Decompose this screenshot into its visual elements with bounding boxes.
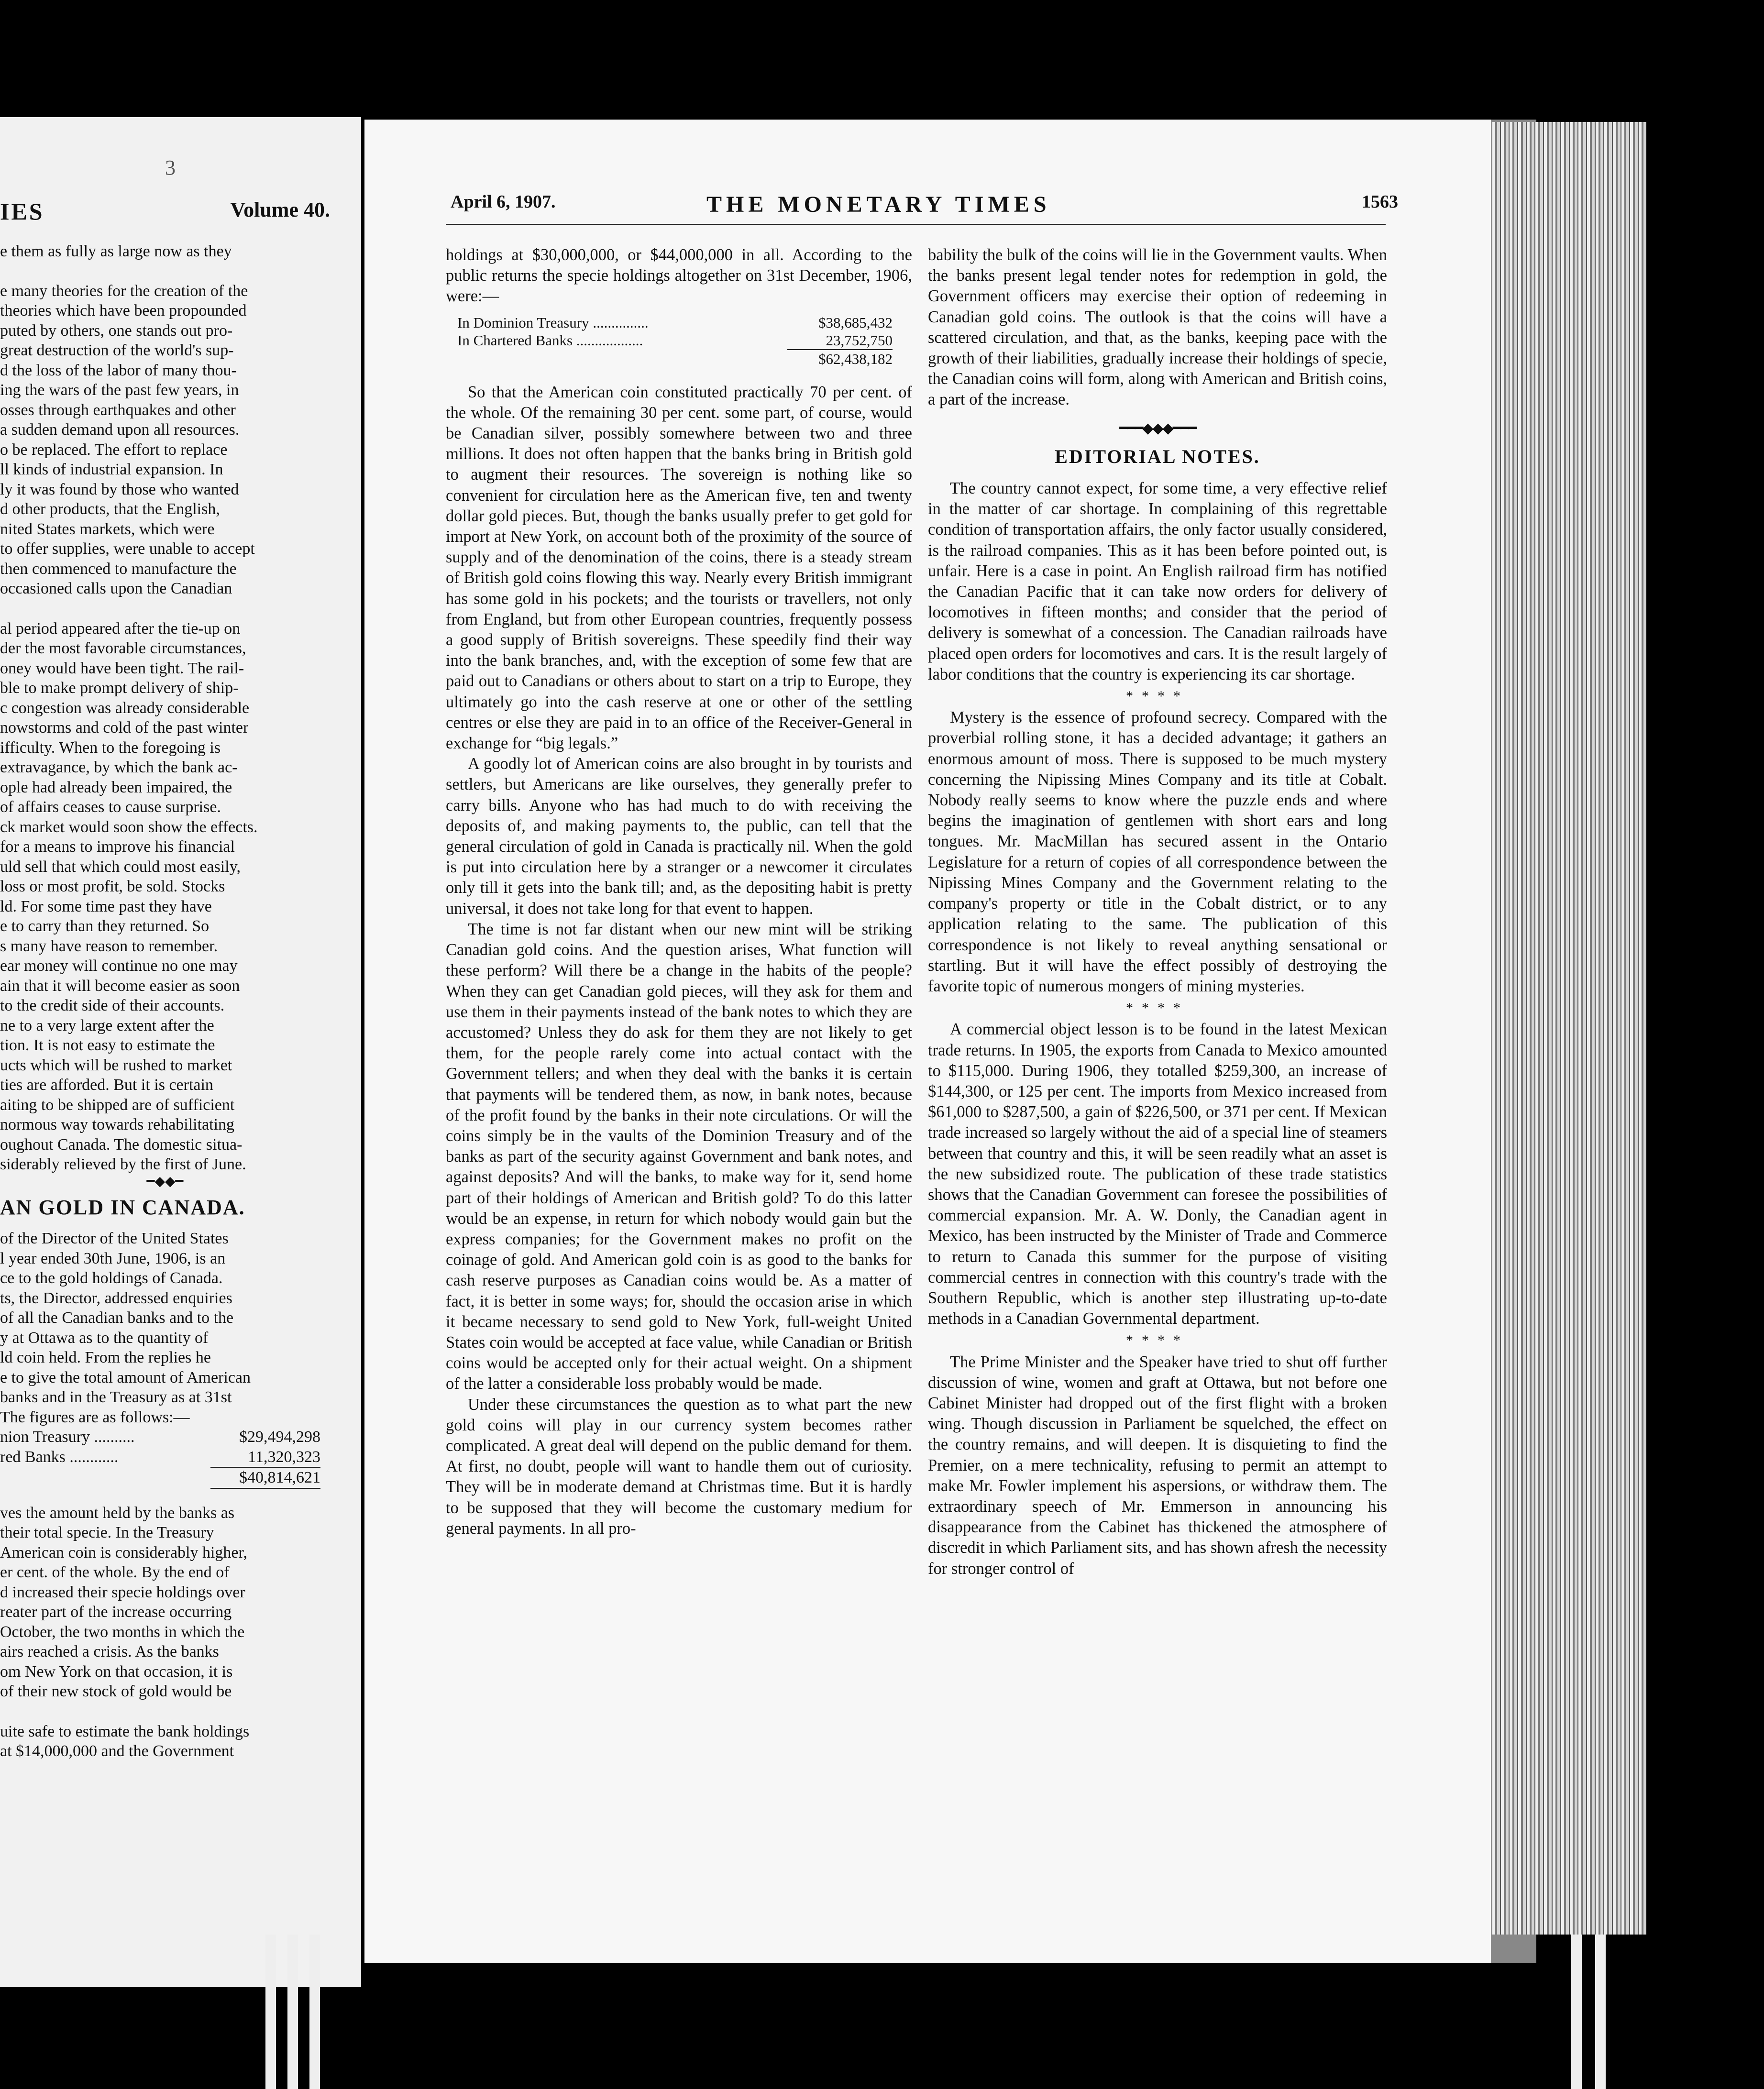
left-text-line: of all the Canadian banks and to the bbox=[0, 1309, 234, 1327]
table-row bbox=[0, 1427, 330, 1447]
left-text-line: d the loss of the labor of many thou- bbox=[0, 361, 237, 379]
left-text-line: oughout Canada. The domestic situa- bbox=[0, 1135, 243, 1154]
left-text-line: ly it was found by those who wanted bbox=[0, 480, 239, 498]
left-text-line: loss or most profit, be sold. Stocks bbox=[0, 878, 225, 895]
left-text-line: s many have reason to remember. bbox=[0, 937, 218, 955]
left-text-line: uld sell that which could most easily, bbox=[0, 858, 241, 876]
left-text-line: ld coin held. From the replies he bbox=[0, 1349, 211, 1366]
pencil-mark: 3 bbox=[165, 156, 176, 179]
table-value: 11,320,323 bbox=[248, 1448, 320, 1466]
left-text-line: ing the wars of the past few years, in bbox=[0, 381, 239, 399]
left-text-line: nited States markets, which were bbox=[0, 520, 215, 538]
section-ornament: ━━━◆◆◆━━━ bbox=[1119, 420, 1196, 436]
asterism-divider: **** bbox=[1126, 1332, 1189, 1349]
paragraph: The country cannot expect, for some time, a very effective relief in the matter of car shortage. In complaining of this regrettable condition of transportation affairs, the only factor usually considered, is the railroad companies. This as it has been before pointed out, is unfair. Here is a case in point. An English railroad firm has notified the Canadian Pacific that it can take now orders for delivery of locomotives in fifteen months; and consider that the period of delivery is somewhat of a concession. The Canadian railroads have placed open orders for locomotives and cars. It is the result largely of labor conditions that the country is experiencing its car shortage. bbox=[928, 479, 1387, 683]
left-text-line: der the most favorable circumstances, bbox=[0, 639, 246, 657]
left-text-line: occasioned calls upon the Canadian bbox=[0, 580, 232, 597]
left-text-line: The figures are as follows:— bbox=[0, 1408, 190, 1426]
issue-date: April 6, 1907. bbox=[451, 192, 556, 212]
left-text-line: extravagance, by which the bank ac- bbox=[0, 759, 238, 776]
left-text-line: ne to a very large extent after the bbox=[0, 1016, 214, 1034]
left-text-line: reater part of the increase occurring bbox=[0, 1603, 232, 1621]
left-section-heading: AN GOLD IN CANADA. bbox=[0, 1195, 245, 1219]
left-text-line: great destruction of the world's sup- bbox=[0, 341, 234, 359]
asterism-divider: **** bbox=[1126, 1000, 1189, 1016]
left-text-line: to offer supplies, were unable to accept bbox=[0, 540, 255, 558]
left-text-line: American coin is considerably higher, bbox=[0, 1543, 247, 1561]
column-right bbox=[928, 245, 1387, 1579]
left-text-line: l year ended 30th June, 1906, is an bbox=[0, 1249, 226, 1267]
left-text-line: oney would have been tight. The rail- bbox=[0, 659, 244, 677]
left-text-line: of the Director of the United States bbox=[0, 1230, 229, 1247]
film-mark bbox=[287, 1935, 298, 2089]
left-text-line: ll kinds of industrial expansion. In bbox=[0, 461, 223, 478]
paragraph: Under these circumstances the question as to what part the new gold coins will play in our currency system becomes rather complicated. A great deal will depend on the public demand for them. At first, no doubt, people will want to handle them out of curiosity. They will be in moderate demand at Christmas time. But it is hardly to be supposed that they will become the customary medium for general payments. In all pro- bbox=[446, 1395, 912, 1538]
left-text-line: of their new stock of gold would be bbox=[0, 1682, 232, 1700]
left-text-line: e them as fully as large now as they bbox=[0, 242, 232, 260]
table-value: $29,494,298 bbox=[239, 1428, 320, 1446]
left-text-line: of affairs ceases to cause surprise. bbox=[0, 798, 221, 816]
paragraph: Mystery is the essence of profound secrecy. Compared with the proverbial rolling stone, it has a decided advantage; it gathers an enormous amount of moss. There is supposed to be much mystery concerning the Nipissing Mines Company and its title at Cobalt. Nobody really seems to know where the puzzle ends and where begins the imagination of gentlemen with short ears and long tongues. Mr. MacMillan has secured assent in the Ontario Legislature for a return of copies of all correspondence between the Nipissing Mines Company and the Government relating to the company's property or title in the Cobalt district, or to any application relating to the same. The publication of this correspondence is not likely to reveal anything sensational or startling. But it will have the effect possibly of destroying the favorite topic of numerous mongers of mining mysteries. bbox=[928, 708, 1387, 995]
left-text-line: October, the two months in which the bbox=[0, 1623, 245, 1641]
section-heading: EDITORIAL NOTES. bbox=[1055, 445, 1260, 467]
paragraph: bability the bulk of the coins will lie in the Government vaults. When the banks present legal tender notes for redemption in gold, the Government officers may exercise their option of redeeming in Canadian gold coins. The outlook is that the coins will have a scattered circulation, and that, as the banks, keeping pace with the growth of their liabilities, gradually increase their holdings of specie, the Canadian coins will form, along with American and British coins, a part of the increase. bbox=[928, 246, 1387, 409]
left-text-line bbox=[0, 262, 330, 281]
table-label: In Dominion Treasury ............... bbox=[457, 314, 649, 331]
table-total: $62,438,182 bbox=[787, 349, 893, 368]
left-text-line: to the credit side of their accounts. bbox=[0, 997, 225, 1014]
left-text-line: d increased their specie holdings over bbox=[0, 1583, 245, 1601]
spacer bbox=[0, 1702, 330, 1722]
left-text-line: theories which have been propounded bbox=[0, 302, 247, 319]
left-text-line: then commenced to manufacture the bbox=[0, 560, 237, 578]
left-text-line: e many theories for the creation of the bbox=[0, 282, 248, 300]
table-value: $38,685,432 bbox=[818, 314, 893, 331]
left-text-line: ucts which will be rushed to market bbox=[0, 1056, 232, 1074]
left-text-line: o be replaced. The effort to replace bbox=[0, 440, 228, 459]
main-page bbox=[364, 120, 1491, 1963]
left-text-line: al period appeared after the tie-up on bbox=[0, 619, 241, 638]
left-text-line: ople had already been impaired, the bbox=[0, 778, 232, 796]
spacer bbox=[0, 1489, 330, 1503]
table-row bbox=[446, 331, 912, 349]
table-label: nion Treasury .......... bbox=[0, 1428, 135, 1446]
table-row bbox=[0, 1447, 330, 1467]
left-text-line: for a means to improve his financial bbox=[0, 838, 235, 856]
section-ornament: ━◆◆━ bbox=[146, 1174, 184, 1189]
left-text-line: aiting to be shipped are of sufficient bbox=[0, 1096, 235, 1114]
film-mark bbox=[1595, 1935, 1606, 2089]
left-text-line: ifficulty. When to the foregoing is bbox=[0, 738, 221, 757]
left-text-line: om New York on that occasion, it is bbox=[0, 1662, 233, 1681]
page-edges bbox=[1492, 122, 1646, 1935]
film-mark bbox=[309, 1935, 320, 2089]
left-text-line: e to carry than they returned. So bbox=[0, 917, 209, 935]
header-rule bbox=[446, 224, 1386, 225]
paragraph: So that the American coin constituted practically 70 per cent. of the whole. Of the remaining 30 per cent. some part, of course, would be Canadian silver, possibly somewhere between two and three millions. It does not often happen that the banks bring in British gold to augment their resources. The sovereign is nothing like so convenient for circulation here as the American five, ten and twenty dollar gold pieces. But, though the banks usually prefer to get gold for import at New York, on account both of the proximity of the source of supply and of the denomination of the coins, there is a steady stream of British gold coins flowing this way. Nearly every British immigrant has some gold in his pockets; and the tourists or travellers, not only from England, but from other European countries, frequently possess a good supply of British sovereigns. These speedily find their way into the bank branches, and, with the exception of some few that are paid out to Canadians or others about to start on a trip to Europe, they ultimately go into the cash reserve at one or other of the settling centres or else they are paid in to an office of the Receiver-General in exchange for “big legals.” bbox=[446, 383, 912, 753]
left-text-line: er cent. of the whole. By the end of bbox=[0, 1563, 230, 1581]
left-text-line: y at Ottawa as to the quantity of bbox=[0, 1329, 209, 1347]
left-text-line: puted by others, one stands out pro- bbox=[0, 321, 233, 340]
left-text-line: ld. For some time past they have bbox=[0, 897, 212, 915]
left-text-line: siderably relieved by the first of June. bbox=[0, 1155, 246, 1173]
left-text-line: tion. It is not easy to estimate the bbox=[0, 1036, 215, 1054]
left-text-line: ear money will continue no one may bbox=[0, 957, 238, 975]
table-row bbox=[446, 314, 912, 331]
table-label: In Chartered Banks .................. bbox=[457, 331, 643, 349]
left-text-line: uite safe to estimate the bank holdings bbox=[0, 1722, 250, 1740]
left-page-column bbox=[0, 242, 330, 1761]
left-text-line: d other products, that the English, bbox=[0, 500, 220, 518]
left-text-line: ain that it will become easier as soon bbox=[0, 977, 240, 995]
left-text-line: ble to make prompt delivery of ship- bbox=[0, 679, 239, 697]
paragraph: holdings at $30,000,000, or $44,000,000 in all. According to the public returns the specie holdings altogether on 31st December, 1906, were:— bbox=[446, 246, 912, 306]
left-text-line: their total specie. In the Treasury bbox=[0, 1524, 214, 1541]
table-label: red Banks ............ bbox=[0, 1448, 119, 1466]
paragraph: A commercial object lesson is to be found in the latest Mexican trade returns. In 1905, the exports from Canada to Mexico amounted to $115,000. During 1906, they totalled $259,300, an increase of $144,300, or 125 per cent. The imports from Mexico increased from $61,000 to $287,500, a gain of $226,500, or 371 per cent. If Mexican trade increased so largely without the aid of a special line of steamers between that country and this, it will be seen readily what an asset is the new subsidized route. The publication of these trade statistics shows that the Canadian Government can foresee the possibilities of commercial expansion. Mr. A. W. Donly, the Canadian agent in Mexico, has been instructed by the Minister of Trade and Commerce to return to Canada this summer for the purpose of visiting commercial centres in connection with this country's trade with the Southern Republic, which is another step illustrating up-to-date methods in a Canadian Governmental department. bbox=[928, 1020, 1387, 1328]
left-text-line: c congestion was already considerable bbox=[0, 699, 250, 717]
table-value: 23,752,750 bbox=[826, 331, 893, 349]
left-text-line: ce to the gold holdings of Canada. bbox=[0, 1269, 223, 1287]
left-text-line: nowstorms and cold of the past winter bbox=[0, 719, 249, 737]
film-mark bbox=[1571, 1935, 1582, 2089]
left-text-line: banks and in the Treasury as at 31st bbox=[0, 1388, 232, 1406]
left-text-line: ts, the Director, addressed enquiries bbox=[0, 1289, 232, 1307]
left-text-line: airs reached a crisis. As the banks bbox=[0, 1643, 219, 1660]
masthead-title: THE MONETARY TIMES bbox=[706, 192, 1051, 217]
film-mark bbox=[265, 1935, 276, 2089]
left-text-line: e to give the total amount of American bbox=[0, 1368, 251, 1386]
specie-table bbox=[446, 314, 912, 368]
paragraph: A goodly lot of American coins are also brought in by tourists and settlers, but Americans are like ourselves, they generally prefer to carry bills. Anyone who has had much to do with receiving the deposits of, and making payments to, the public, can tell that the general circulation of gold in Canada is practically nil. When the gold is put into circulation here by a stranger or a newcomer it circulates only till it gets into the bank till; and, as the depositing habit is pretty universal, it does not take long for that event to happen. bbox=[446, 755, 912, 918]
column-left bbox=[446, 245, 912, 1539]
left-text-line: ck market would soon show the effects. bbox=[0, 818, 258, 836]
paragraph: The time is not far distant when our new mint will be striking Canadian gold coins. And the question arises, What function will these perform? Will there be a change in the habits of the people? When they can get Canadian gold pieces, will they ask for them and use them in their payments instead of the bank notes to which they are accustomed? Unless they do ask for them they are not likely to get them, for the people rarely come into actual contact with the Government tellers; and when they deal with the banks it is certain that payments will be tendered them, as now, in bank notes, because of the profit found by the banks in their note circulations. Or will the coins simply be in the vaults of the Dominion Treasury and of the banks as part of the security against Government and bank notes, and against deposits? And will the banks, to make way for it, send home part of their holdings of American and British gold? To do this latter would be an expense, in return for which nobody would gain but the express companies; for the Government makes no profit on the coinage of gold. And American gold coin is as good to the banks for cash reserve purposes as Canadian coins would be. As a matter of fact, it is better in some ways; for, should the occasion arise in which it became necessary to send gold to New York, full-weight United States coin would be accepted at face value, while Canadian or British coins would be accepted only for their actual weight. On a shipment of the latter a considerable loss probably would be made. bbox=[446, 920, 912, 1393]
left-text-line: ties are afforded. But it is certain bbox=[0, 1076, 213, 1094]
left-header-volume: Volume 40. bbox=[230, 198, 330, 221]
left-text-line: normous way towards rehabilitating bbox=[0, 1116, 235, 1133]
running-header bbox=[364, 191, 1491, 220]
spacer bbox=[0, 599, 330, 619]
left-text-line: osses through earthquakes and other bbox=[0, 401, 236, 419]
left-text-line: ves the amount held by the banks as bbox=[0, 1504, 235, 1522]
table-total: $40,814,621 bbox=[210, 1467, 320, 1489]
left-page bbox=[0, 117, 361, 1987]
left-text-line: a sudden demand upon all resources. bbox=[0, 421, 240, 439]
asterism-divider: **** bbox=[1126, 688, 1189, 704]
left-text-line: at $14,000,000 and the Government bbox=[0, 1742, 234, 1760]
paragraph: The Prime Minister and the Speaker have tried to shut off further discussion of wine, women and graft at Ottawa, but not before one Cabinet Minister had dropped out of the first flight with a broken wing. Though discussion in Parliament be squelched, the effect on the country remains, and will deepen. It is disquieting to find the Premier, on a mere technicality, refusing to permit an attempt to make Mr. Fowler implement his aspersions, or withdraw them. The extraordinary speech of Mr. Emmerson in announcing his disappearance from the Cabinet has thickened the atmosphere of discredit in which Parliament sits, and has shown afresh the necessity for stronger control of bbox=[928, 1352, 1387, 1578]
left-header-title: IES bbox=[0, 198, 44, 225]
page-number: 1563 bbox=[1362, 192, 1398, 212]
